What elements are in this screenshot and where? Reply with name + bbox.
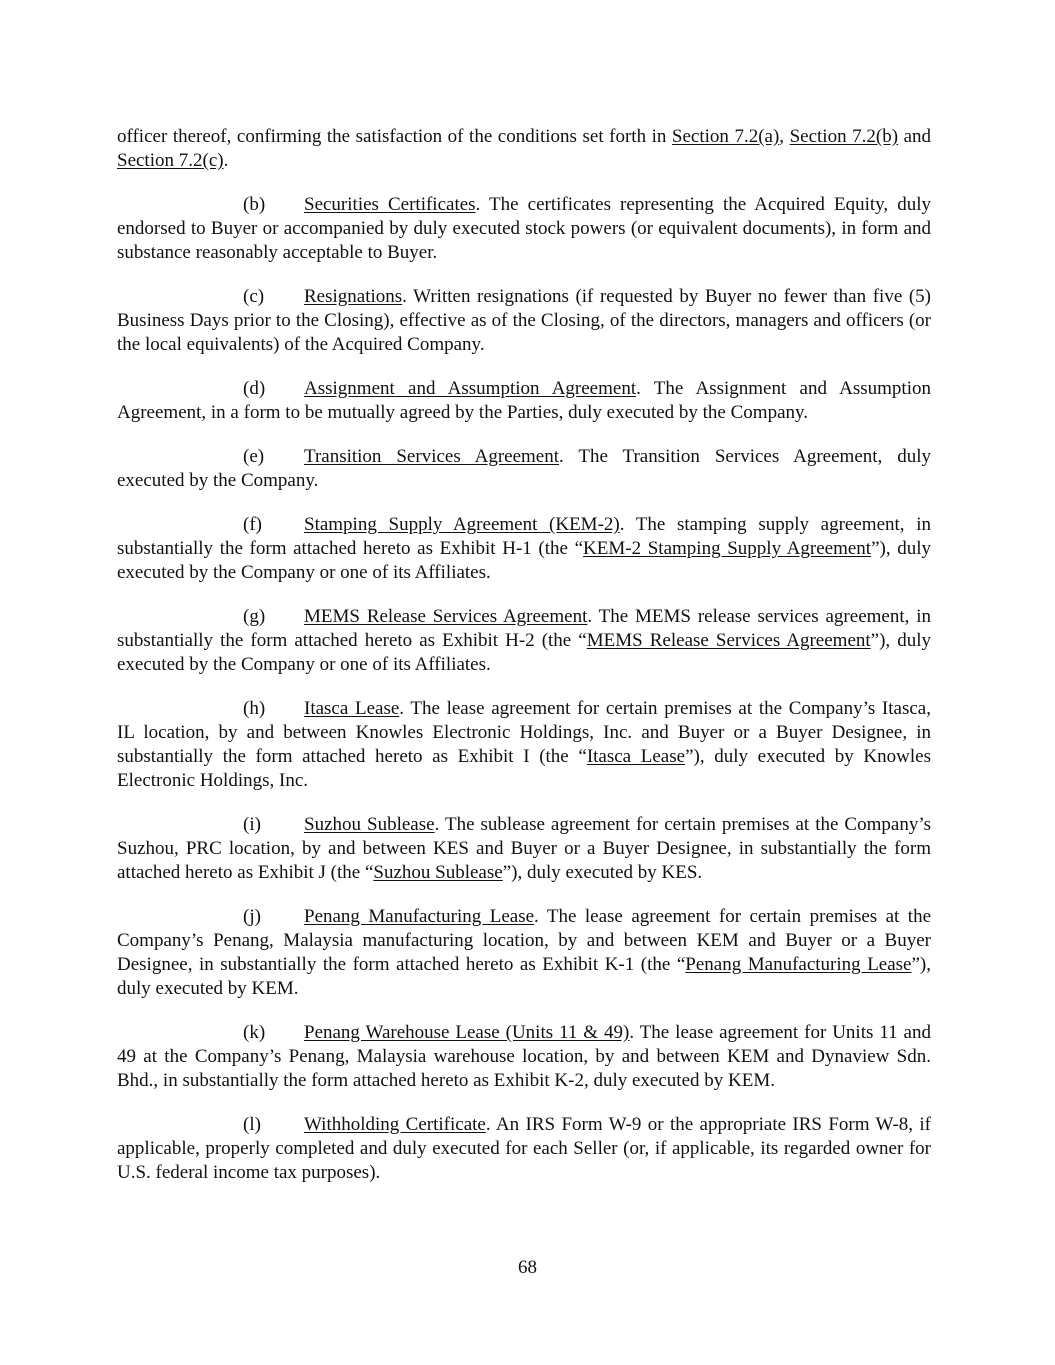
clause-text: . Written resignations (if requested by Buyer no fewer than five (5) Business Days prior to the Closing), effective as of the Closing, of the directors, managers and officers (or the local equivalents) of the Acquired Company. — [117, 286, 931, 355]
clause-k — [117, 1021, 931, 1093]
clause-l — [117, 1113, 931, 1185]
clause-heading: Itasca Lease — [304, 698, 400, 719]
clause-number: (j) — [243, 906, 261, 927]
section-ref-7-2b: Section 7.2(b) — [789, 126, 899, 147]
clause-text: . The lease agreement for certain premises at the Company’s Itasca, IL location, by and between Knowles Electronic Holdings, Inc. and Buyer or a Buyer Designee, in substantially the form attached hereto as Exhibit I (the “ — [117, 698, 931, 767]
clause-text: ”), duly executed by Knowles Electronic Holdings, Inc. — [117, 746, 931, 791]
clause-text: . The MEMS release services agreement, in substantially the form attached hereto as Exhibit H-2 (the “ — [117, 606, 932, 651]
clause-j — [117, 905, 931, 1001]
clause-number: (h) — [243, 698, 266, 719]
clause-heading: Withholding Certificate — [304, 1114, 486, 1135]
section-ref-7-2c: Section 7.2(c) — [117, 150, 224, 171]
defined-term: Suzhou Sublease — [373, 862, 503, 883]
clause-number: (g) — [243, 606, 266, 627]
clause-f — [117, 513, 931, 585]
clause-number: (d) — [243, 378, 266, 399]
intro-paragraph — [117, 125, 931, 173]
clause-text: ”), duly executed by the Company or one of its Affiliates. — [117, 538, 932, 583]
clause-heading: Resignations — [304, 286, 403, 307]
clause-text: ”), duly executed by the Company or one of its Affiliates. — [117, 630, 931, 675]
clause-heading: Assignment and Assumption Agreement — [304, 378, 637, 399]
defined-term: Itasca Lease — [586, 746, 686, 767]
clause-text: . The lease agreement for Units 11 and 49 at the Company’s Penang, Malaysia warehouse location, by and between KEM and Dynaview Sdn. Bhd., in substantially the form attached hereto as Exhibit K-2, duly executed by KEM. — [117, 1022, 931, 1091]
clause-number: (c) — [243, 286, 265, 307]
clause-d — [117, 377, 931, 425]
page-number: 68 — [518, 1257, 537, 1278]
clause-text: . The certificates representing the Acquired Equity, duly endorsed to Buyer or accompanied by duly executed stock powers (or equivalent documents), in form and substance reasonably acceptable to Buyer. — [117, 194, 931, 263]
clause-heading: Stamping Supply Agreement (KEM-2) — [304, 514, 620, 535]
intro-text: , — [779, 126, 790, 147]
clause-heading: Penang Warehouse Lease (Units 11 & 49) — [304, 1022, 630, 1043]
clause-text: ”), duly executed by KES. — [502, 862, 703, 883]
clause-b — [117, 193, 931, 265]
intro-text: and — [898, 126, 932, 147]
document-body — [117, 125, 931, 1205]
clause-heading: Transition Services Agreement — [304, 446, 560, 467]
clause-text: . The stamping supply agreement, in substantially the form attached hereto as Exhibit H-1 (the “ — [117, 514, 931, 559]
intro-text: . — [223, 150, 229, 171]
clause-heading: Penang Manufacturing Lease — [304, 906, 535, 927]
clause-heading: MEMS Release Services Agreement — [304, 606, 588, 627]
clause-text: . The Transition Services Agreement, duly executed by the Company. — [117, 446, 931, 491]
clause-text: . The lease agreement for certain premises at the Company’s Penang, Malaysia manufacturing location, by and between KEM and Buyer or a Buyer Designee, in substantially the form attached hereto as Exhibit K-1 (the “ — [117, 906, 931, 975]
clause-text: ”), duly executed by KEM. — [117, 954, 932, 999]
clause-text: . The Assignment and Assumption Agreement, in a form to be mutually agreed by the Parties, duly executed by the Company. — [117, 378, 931, 423]
clause-number: (e) — [243, 446, 265, 467]
clause-text: . The sublease agreement for certain premises at the Company’s Suzhou, PRC location, by and between KES and Buyer or a Buyer Designee, in substantially the form attached hereto as Exhibit J (the “ — [117, 814, 931, 883]
section-ref-7-2a: Section 7.2(a) — [671, 126, 780, 147]
clause-c — [117, 285, 931, 357]
clause-i — [117, 813, 931, 885]
clause-g — [117, 605, 931, 677]
clause-number: (i) — [243, 814, 261, 835]
clause-h — [117, 697, 931, 793]
clause-e — [117, 445, 931, 493]
defined-term: MEMS Release Services Agreement — [586, 630, 871, 651]
clause-text: . An IRS Form W-9 or the appropriate IRS Form W-8, if applicable, properly completed and duly executed for each Seller (or, if applicable, its regarded owner for U.S. federal income tax purposes). — [117, 1114, 932, 1183]
intro-text: officer thereof, confirming the satisfaction of the conditions set forth in — [117, 126, 672, 147]
clause-number: (f) — [243, 514, 262, 535]
defined-term: Penang Manufacturing Lease — [685, 954, 912, 975]
defined-term: KEM-2 Stamping Supply Agreement — [583, 538, 872, 559]
clause-heading: Suzhou Sublease — [304, 814, 435, 835]
clause-number: (k) — [243, 1022, 266, 1043]
clause-number: (l) — [243, 1114, 261, 1135]
clause-number: (b) — [243, 194, 266, 215]
clause-heading: Securities Certificates — [304, 194, 476, 215]
